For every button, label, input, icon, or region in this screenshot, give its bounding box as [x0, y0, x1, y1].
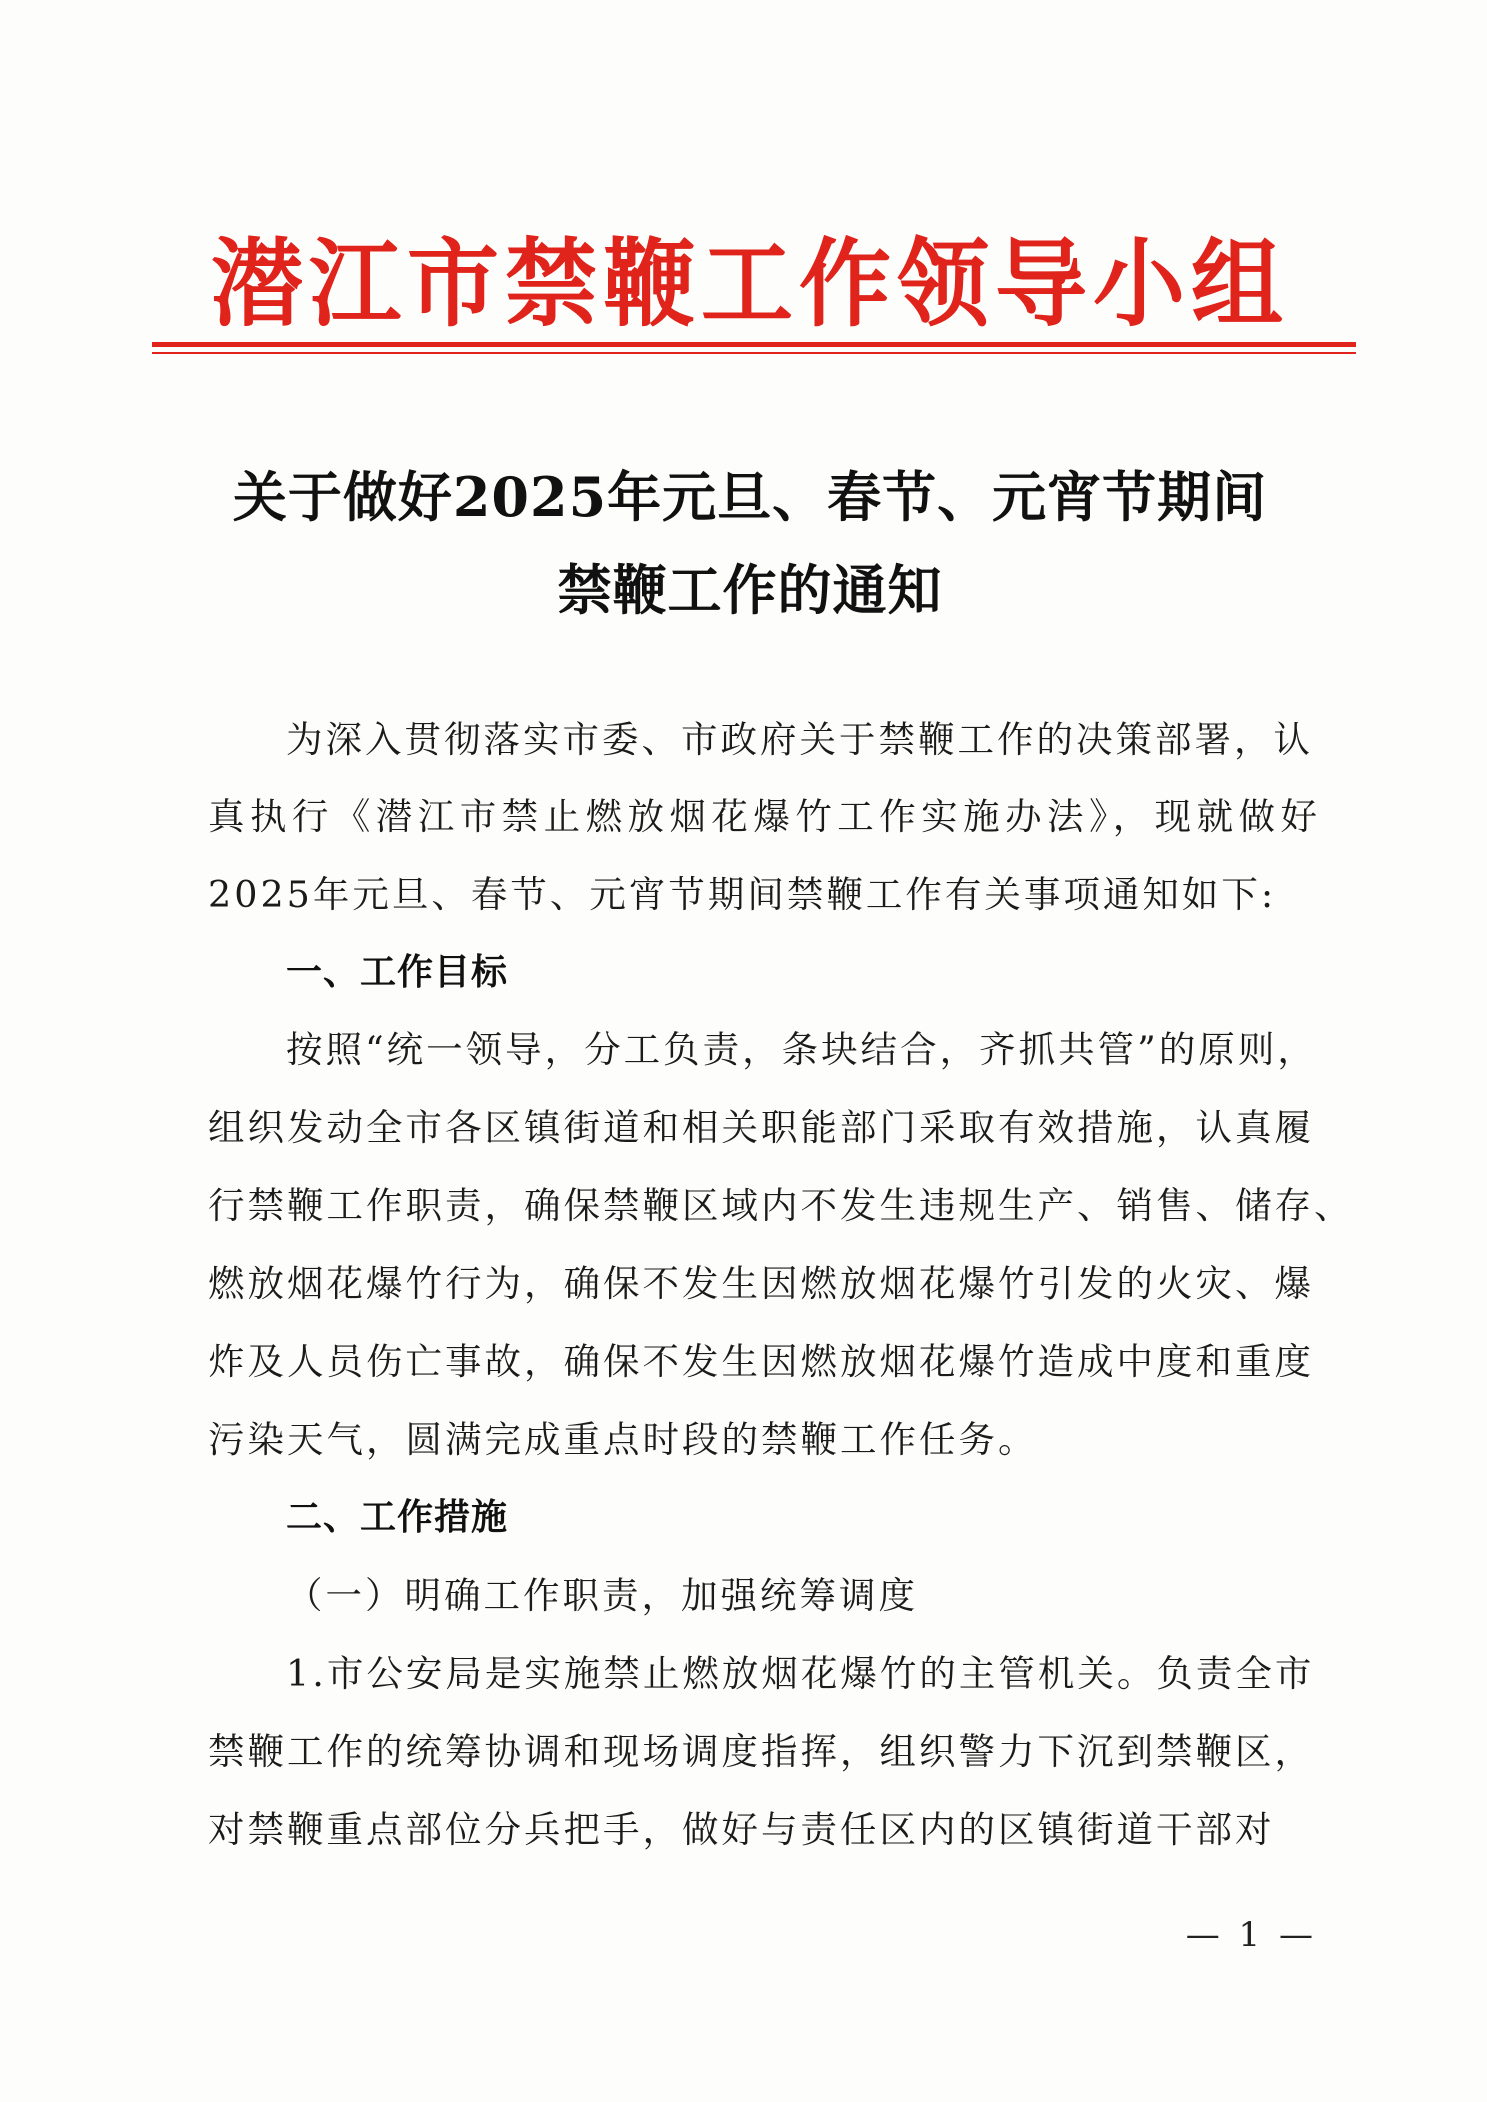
section-1-line-4: 燃放烟花爆竹行为，确保不发生因燃放烟花爆竹引发的火灾、爆	[208, 1262, 1314, 1305]
page-number: — 1 —	[1185, 1915, 1317, 1955]
section-1-heading: 一、工作目标	[286, 952, 509, 993]
section-2-heading: 二、工作措施	[286, 1497, 509, 1538]
section-2-line-2: 禁鞭工作的统筹协调和现场调度指挥，组织警力下沉到禁鞭区，	[208, 1730, 1314, 1773]
letterhead-red-rule-thick	[152, 342, 1356, 347]
document-title-line-1: 关于做好2025年元旦、春节、元宵节期间	[232, 465, 1268, 529]
section-1-line-1: 按照“统一领导，分工负责，条块结合，齐抓共管”的原则，	[286, 1028, 1317, 1071]
section-1-line-2: 组织发动全市各区镇街道和相关职能部门采取有效措施，认真履	[208, 1106, 1314, 1149]
section-1-line-6: 污染天气，圆满完成重点时段的禁鞭工作任务。	[208, 1418, 1038, 1461]
intro-line-2: 真执行《潜江市禁止燃放烟花爆竹工作实施办法》，现就做好	[208, 795, 1320, 838]
letterhead-title: 潜江市禁鞭工作领导小组	[210, 228, 1289, 341]
section-2-line-3: 对禁鞭重点部位分兵把手，做好与责任区内的区镇街道干部对	[208, 1808, 1275, 1851]
section-1-line-3: 行禁鞭工作职责，确保禁鞭区域内不发生违规生产、销售、储存、	[208, 1184, 1354, 1227]
section-2-line-1: 1.市公安局是实施禁止燃放烟花爆竹的主管机关。负责全市	[286, 1652, 1315, 1695]
document-title-line-2: 禁鞭工作的通知	[557, 558, 943, 622]
intro-line-3: 2025年元旦、春节、元宵节期间禁鞭工作有关事项通知如下:	[208, 873, 1277, 916]
letterhead-red-rule-thin	[152, 352, 1356, 354]
intro-line-1: 为深入贯彻落实市委、市政府关于禁鞭工作的决策部署，认	[286, 718, 1313, 761]
section-2-subheading-1: （一）明确工作职责，加强统筹调度	[286, 1574, 918, 1617]
section-1-line-5: 炸及人员伤亡事故，确保不发生因燃放烟花爆竹造成中度和重度	[208, 1340, 1314, 1383]
